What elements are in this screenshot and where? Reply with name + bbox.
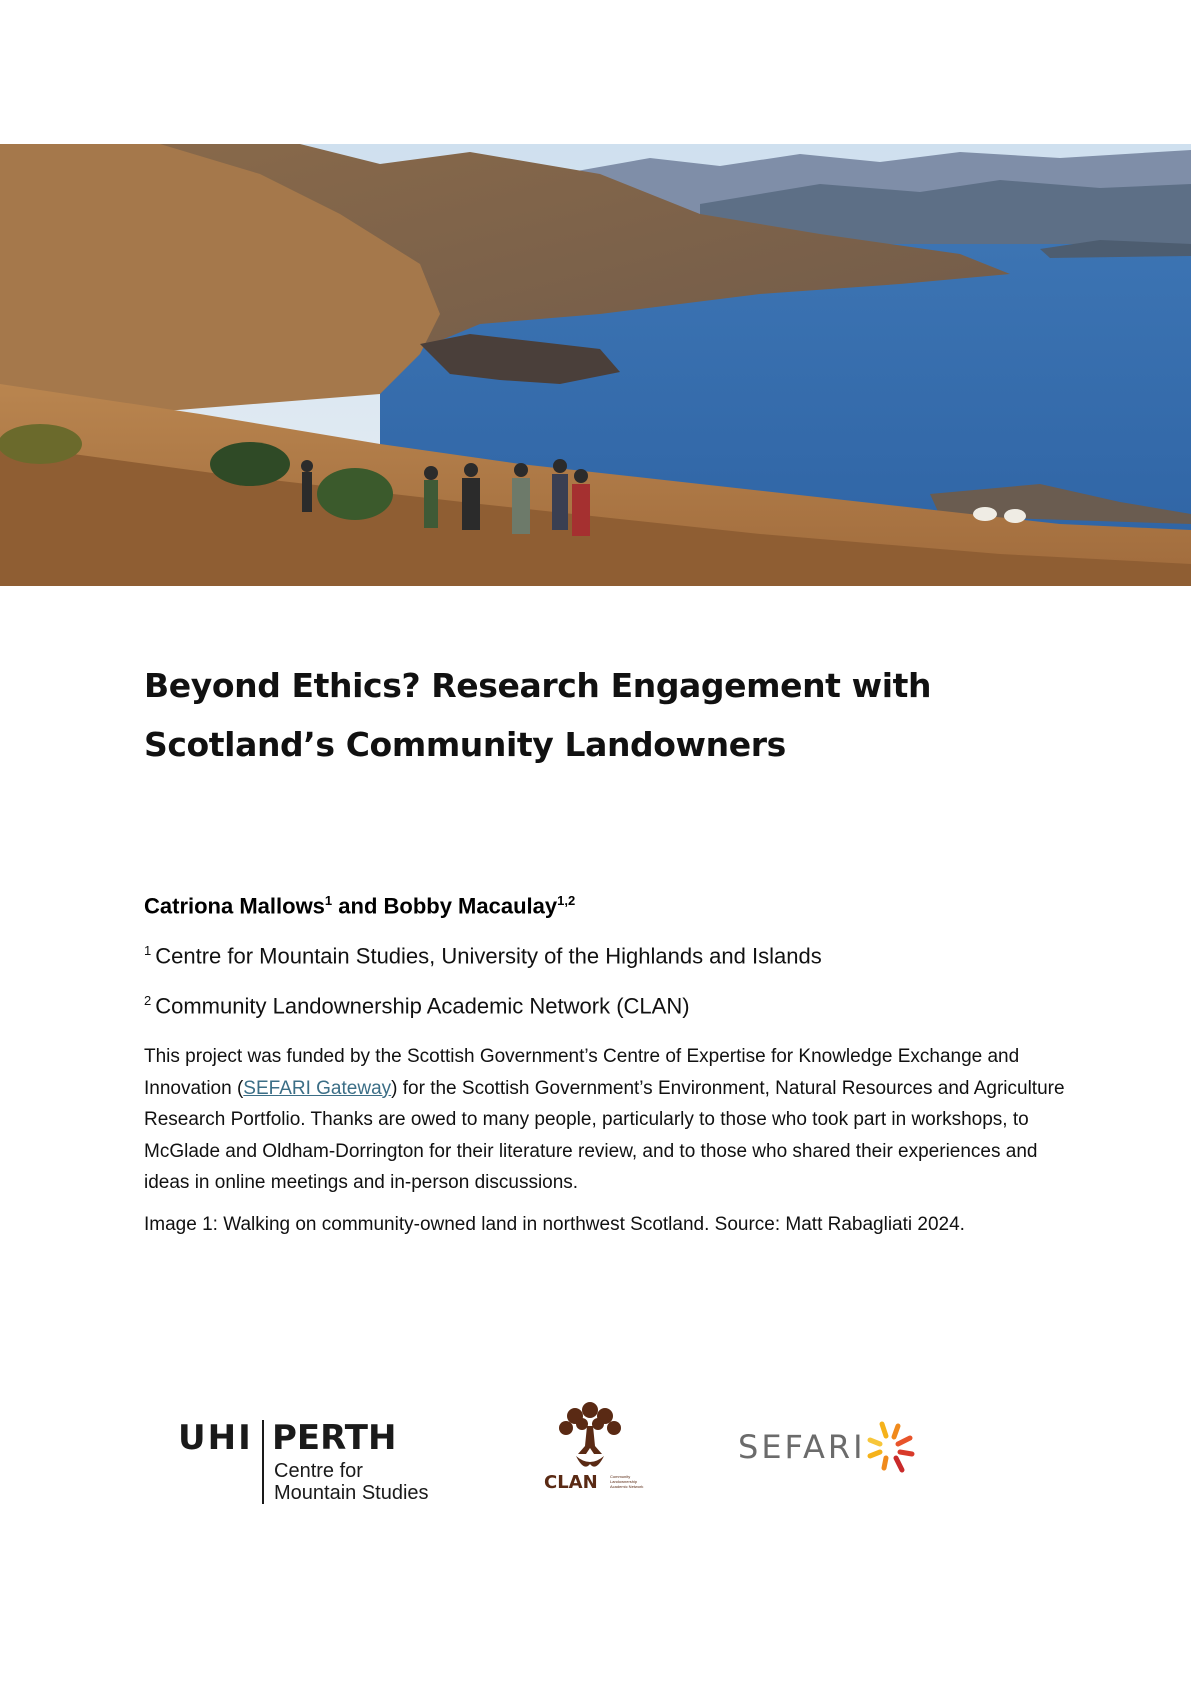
clan-logo-tagline: Community Landownership Academic Network <box>610 1474 644 1489</box>
logo-divider <box>262 1420 264 1504</box>
uhi-perth-logo <box>172 1418 442 1510</box>
sefari-logo-word: SEFARI <box>738 1428 866 1466</box>
document-title: Beyond Ethics? Research Engagement with Scotland’s Community Landowners <box>144 666 932 764</box>
affiliation-marker: 1 <box>144 943 152 958</box>
clan-logo-word: CLAN <box>544 1472 598 1493</box>
uhi-logo-word: UHI <box>178 1418 253 1458</box>
affiliation-text: Centre for Mountain Studies, University of the Highlands and Islands <box>155 943 822 969</box>
author-affiliation-marker: 1 <box>324 893 333 908</box>
funding-text-end: ) for the Scottish Government’s Environment, Natural Resources and Agriculture Research Portfolio. Thanks are owed to many people, particularly to those who took part in workshops, to McGlade and Oldham-Dorrington for their literature review, and to those who shared their experiences and ideas in online meetings and in-person discussions. <box>144 1077 1065 1193</box>
cms-logo-line: Mountain Studies <box>274 1482 429 1504</box>
cms-logo-line: Centre for <box>274 1460 363 1482</box>
affiliation-text: Community Landownership Academic Network (CLAN) <box>155 993 690 1019</box>
funding-acknowledgement <box>144 1041 1069 1199</box>
tree-icon <box>540 1402 650 1472</box>
author-name: Bobby Macaulay <box>383 893 558 919</box>
sunburst-icon <box>866 1420 916 1476</box>
clan-logo <box>540 1402 650 1500</box>
author-affiliation-marker: 1,2 <box>557 893 576 908</box>
affiliation-1 <box>144 943 822 969</box>
sefari-gateway-link[interactable]: SEFARI Gateway <box>243 1077 392 1099</box>
image-caption: Image 1: Walking on community-owned land in northwest Scotland. Source: Matt Rabagliati 2024. <box>144 1214 965 1235</box>
affiliation-2 <box>144 993 690 1019</box>
author-name: Catriona Mallows <box>144 893 325 919</box>
funding-text-start: This project was funded by the Scottish Government’s Centre of Expertise for Knowledge Exchange and Innovation ( <box>144 1046 1020 1099</box>
landscape-illustration <box>0 144 1191 586</box>
hero-image <box>0 144 1191 586</box>
author-joiner: and <box>332 893 384 919</box>
author-line <box>144 893 575 919</box>
perth-logo-word: PERTH <box>272 1418 397 1458</box>
affiliation-marker: 2 <box>144 993 152 1008</box>
sefari-logo <box>738 1418 918 1478</box>
